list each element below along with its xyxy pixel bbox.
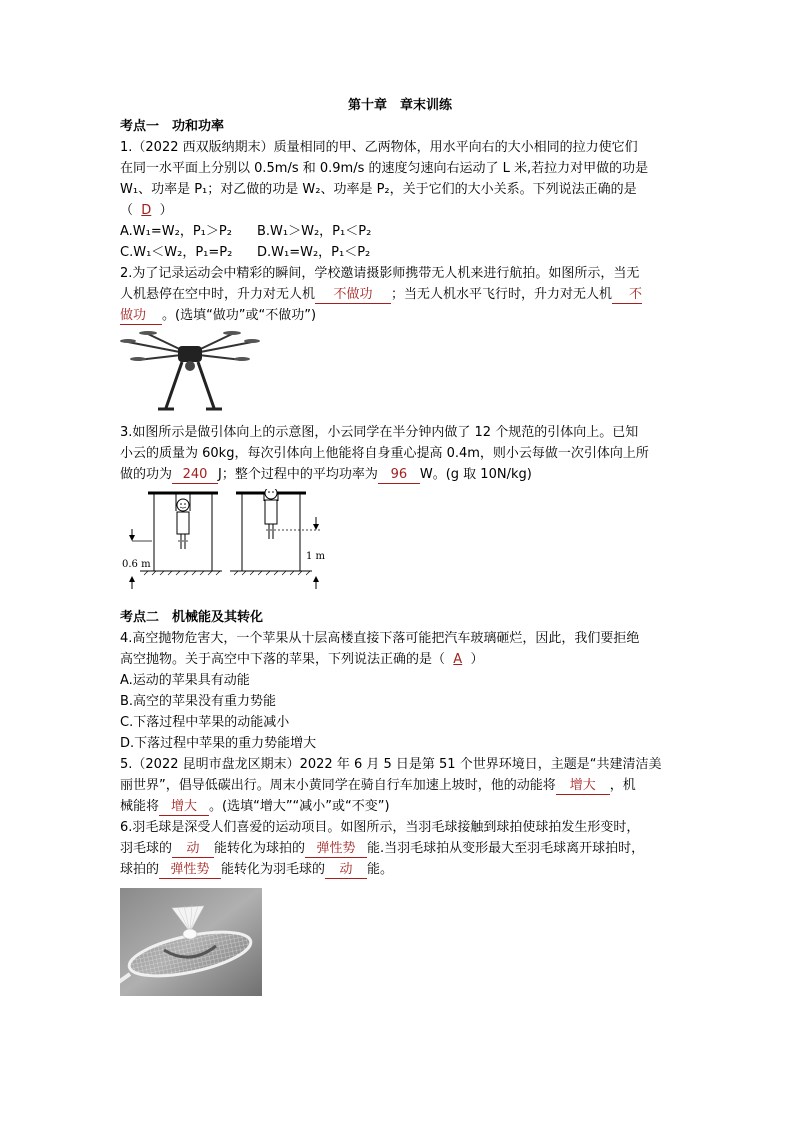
question-2 <box>120 263 680 418</box>
q6-line-2: 羽毛球的 动 能转化为球拍的 弹性势 能.当羽毛球拍从变形最大至羽毛球离开球拍时， <box>120 841 645 856</box>
q6-blank-2: 弹性势 <box>305 840 367 858</box>
q4-option-c: C.下落过程中苹果的动能减小 <box>120 715 290 730</box>
q5-blank-2: 增大 <box>159 798 209 816</box>
worksheet-page <box>120 96 680 996</box>
q2-line-1: 2.为了记录运动会中精彩的瞬间，学校邀请摄影师携带无人机来进行航拍。如图所示，当无 <box>120 266 640 281</box>
q1-option-a: A.W₁=W₂，P₁＞P₂ <box>120 224 232 239</box>
q6-blank-3: 弹性势 <box>159 861 221 879</box>
q1-options-row-1 <box>120 221 680 242</box>
badminton-figure <box>120 888 262 996</box>
q4-line-2: 高空抛物。关于高空中下落的苹果，下列说法正确的是（ A ） <box>120 652 484 667</box>
q1-option-d: D.W₁=W₂，P₁＜P₂ <box>257 245 371 260</box>
q1-answer: D <box>141 203 152 218</box>
q1-line-2: 在同一水平面上分别以 0.5m/s 和 0.9m/s 的速度匀速向右运动了 L 米,若拉力对甲做的功是 <box>120 161 649 176</box>
drone-figure <box>120 326 260 418</box>
q3-blank-1: 240 <box>172 466 218 484</box>
fig-label-1m: 1 m <box>306 551 326 562</box>
q5-blank-1: 增大 <box>556 777 610 795</box>
q1-option-b: B.W₁＞W₂，P₁＜P₂ <box>257 224 372 239</box>
section-heading-2: 考点二 机械能及其转化 <box>120 610 264 625</box>
question-5 <box>120 754 680 817</box>
q5-line-3: 械能将 增大 。(选填“增大”“减小”或“不变”) <box>120 799 390 814</box>
q4-answer: A <box>453 652 463 667</box>
q2-blank-1: 不做功 <box>315 286 391 304</box>
page-title: 第十章 章末训练 <box>347 98 452 113</box>
pull-up-figure <box>120 489 336 595</box>
q3-blank-2: 96 <box>378 466 420 484</box>
q6-line-1: 6.羽毛球是深受人们喜爱的运动项目。如图所示，当羽毛球接触到球拍使球拍发生形变时， <box>120 820 640 835</box>
question-4 <box>120 628 680 754</box>
q1-line-3: W₁、功率是 P₁；对乙做的功是 W₂、功率是 P₂，关于它们的大小关系。下列说法正确的是 <box>120 182 637 197</box>
q1-line-4: （ D ） <box>120 203 173 218</box>
q3-line-2: 小云的质量为 60kg，每次引体向上他能将自身重心提高 0.4m，则小云每做一次引体向上所 <box>120 446 649 461</box>
q2-line-2: 人机悬停在空中时，升力对无人机 不做功 ；当无人机水平飞行时，升力对无人机 不 <box>120 287 643 302</box>
question-1 <box>120 137 680 263</box>
q3-line-1: 3.如图所示是做引体向上的示意图，小云同学在半分钟内做了 12 个规范的引体向上。已知 <box>120 425 639 440</box>
q2-blank-2-end: 做功 <box>120 307 162 325</box>
q4-option-a: A.运动的苹果具有动能 <box>120 673 250 688</box>
q4-option-b: B.高空的苹果没有重力势能 <box>120 694 277 709</box>
section-heading-1: 考点一 功和功率 <box>120 119 225 134</box>
question-6 <box>120 817 680 996</box>
q4-line-1: 4.高空抛物危害大，一个苹果从十层高楼直接下落可能把汽车玻璃砸烂，因此，我们要拒绝 <box>120 631 640 646</box>
q1-line-1: 1.（2022 西双版纳期末）质量相同的甲、乙两物体，用水平向右的大小相同的拉力使它们 <box>120 140 638 155</box>
q5-line-1: 5.（2022 昆明市盘龙区期末）2022 年 6 月 5 日是第 51 个世界环境日，主题是“共建清洁美 <box>120 757 662 772</box>
q1-options-row-2 <box>120 242 680 263</box>
q6-blank-1: 动 <box>172 840 214 858</box>
q6-blank-4: 动 <box>325 861 367 879</box>
q5-line-2: 丽世界”，倡导低碳出行。周末小黄同学在骑自行车加速上坡时，他的动能将 增大 ，机 <box>120 778 636 793</box>
q6-line-3: 球拍的 弹性势 能转化为羽毛球的 动 能。 <box>120 862 394 877</box>
fig-label-0-6m: 0.6 m <box>122 559 151 570</box>
q4-option-d: D.下落过程中苹果的重力势能增大 <box>120 736 317 751</box>
question-3 <box>120 422 680 595</box>
q1-option-c: C.W₁＜W₂，P₁=P₂ <box>120 245 233 260</box>
q2-line-3: 做功 。(选填“做功”或“不做功”) <box>120 308 317 323</box>
q2-blank-2-start: 不 <box>612 286 642 304</box>
q3-line-3: 做的功为 240 J；整个过程中的平均功率为 96 W。(g 取 10N/kg) <box>120 467 532 482</box>
